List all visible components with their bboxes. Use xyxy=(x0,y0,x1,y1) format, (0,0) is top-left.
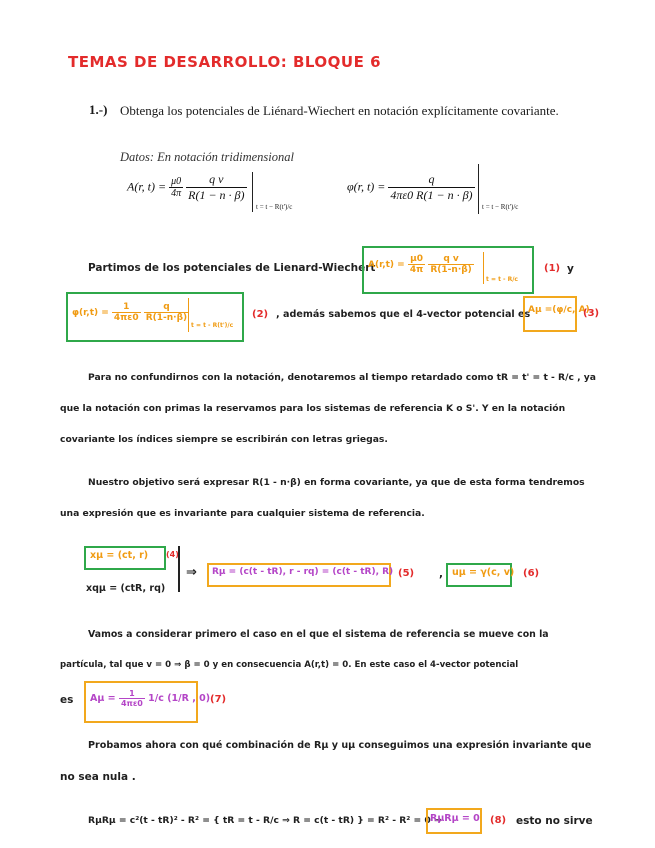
phi-formula xyxy=(72,302,189,323)
eq8-tag: (8) xyxy=(490,815,507,826)
a-box-eval: t = t - R/c xyxy=(486,276,518,283)
phi-box-den: R(1-n·β) xyxy=(145,313,188,323)
datos-label: Datos: En notación tridimensional xyxy=(120,150,294,164)
a0-coef-num: 1 xyxy=(119,689,145,699)
formula-a-coef-den: 4π xyxy=(171,188,182,199)
eq3-tag: (3) xyxy=(583,308,600,319)
phi-box-coef-den: 4πε0 xyxy=(113,313,139,323)
p5-line2: no sea nula . xyxy=(60,771,136,783)
a-box-lhs: A(r,t) = xyxy=(368,260,405,270)
a0-formula xyxy=(90,689,210,708)
p5-line1: Probamos ahora con qué combinación de Rμ y uμ conseguimos una expresión invariante que xyxy=(88,740,592,751)
phi-box-coef-num: 1 xyxy=(112,302,141,313)
evaluation-bar-phi xyxy=(478,164,479,214)
eq7-tag: (7) xyxy=(210,694,227,705)
page-title: TEMAS DE DESARROLLO: BLOQUE 6 xyxy=(68,53,382,71)
formula-phi-lhs: φ(r, t) = xyxy=(347,179,386,194)
phi-box-bar xyxy=(188,298,189,332)
a-box-bar xyxy=(483,252,484,284)
formula-scalar-potential xyxy=(347,172,475,203)
question-number: 1.-) xyxy=(89,102,108,117)
a0-coef-den: 4πε0 xyxy=(120,699,143,708)
phi-box-eval: t = t - R(t')/c xyxy=(191,322,234,329)
eq2-tag: (2) xyxy=(252,309,269,320)
eq4-tag: (4) xyxy=(166,550,179,559)
p2-line1: Para no confundirnos con la notación, denotaremos al tiempo retardado como tR = t' = t - R/c , ya xyxy=(88,372,596,383)
p4-es: es xyxy=(60,694,74,706)
conjunction-y: y xyxy=(567,263,574,275)
formula-a-den: R(1 − n · β) xyxy=(188,188,245,202)
p4-line2: partícula, tal que v = 0 ⇒ β = 0 y en consecuencia A(r,t) = 0. En este caso el 4-vector potencial xyxy=(60,660,519,670)
eq6-tag: (6) xyxy=(523,568,540,579)
formula-a-eval: t = t − R(t')/c xyxy=(256,203,293,211)
phi-box-lhs: φ(r,t) = xyxy=(72,308,109,318)
umu-formula: uμ = γ(c, v) xyxy=(452,567,515,578)
amu-lhs: Aμ = xyxy=(528,305,553,315)
p6-end: esto no sirve xyxy=(516,815,593,827)
a-box-coef-den: 4π xyxy=(409,265,424,275)
a-box-coef-num: μ0 xyxy=(408,254,425,265)
formula-a-coef-num: μ0 xyxy=(171,176,182,187)
amu-formula xyxy=(528,305,590,315)
formula-vector-potential xyxy=(127,172,247,203)
eq5-tag: (5) xyxy=(398,568,415,579)
separator-comma: , xyxy=(439,568,443,580)
rmu-formula: Rμ = (c(t - tR), r - rq) = (c(t - tR), R) xyxy=(212,567,394,577)
formula-a-num: q v xyxy=(186,172,246,188)
p1-text: Partimos de los potenciales de Lienard-Wiechert xyxy=(88,262,376,274)
xq-formula: xqμ = (ctR, rq) xyxy=(86,583,166,594)
a0-mid: 1/c xyxy=(148,693,164,704)
a-box-num: q v xyxy=(428,254,473,265)
p6-equation: RμRμ = c²(t - tR)² - R² = { tR = t - R/c ⇒ R = c(t - tR) } = R² - R² = 0 ⇒ xyxy=(88,815,442,826)
a-box-den: R(1-n·β) xyxy=(430,265,472,275)
formula-phi-num: q xyxy=(388,172,474,188)
question-text: Obtenga los potenciales de Liénard-Wiechert en notación explícitamente covariante. xyxy=(120,103,559,118)
amu-content: (φ/c, A) xyxy=(552,305,590,315)
p2-line3: covariante los índices siempre se escribirán con letras griegas. xyxy=(60,434,388,445)
evaluation-bar-a xyxy=(252,172,253,212)
p3-line2: una expresión que es invariante para cualquier sistema de referencia. xyxy=(60,508,425,519)
a0-lhs: Aμ = xyxy=(90,693,116,704)
formula-a-lhs: A(r, t) = xyxy=(127,179,167,194)
formula-phi-den: 4πε0 R(1 − n · β) xyxy=(390,188,473,202)
a-vector-formula xyxy=(368,254,474,275)
p1-middle: , además sabemos que el 4-vector potencial es xyxy=(276,309,531,320)
eq1-tag: (1) xyxy=(544,263,561,274)
xmu-formula: xμ = (ct, r) xyxy=(90,550,149,561)
p2-line2: que la notación con primas la reservamos para los sistemas de referencia K o S'. Y en la notación xyxy=(60,403,566,414)
brace xyxy=(178,546,180,592)
a0-vec: (1/R , 0) xyxy=(167,693,211,704)
implies-arrow: ⇒ xyxy=(186,565,197,580)
rr-formula: RμRμ = 0 xyxy=(430,813,480,824)
formula-phi-eval: t = t − R(t')/c xyxy=(482,203,519,211)
p4-line1: Vamos a considerar primero el caso en el que el sistema de referencia se mueve con la xyxy=(88,629,549,640)
phi-box-num: q xyxy=(144,302,189,313)
p3-line1: Nuestro objetivo será expresar R(1 - n·β) en forma covariante, ya que de esta forma tendremos xyxy=(88,477,585,488)
